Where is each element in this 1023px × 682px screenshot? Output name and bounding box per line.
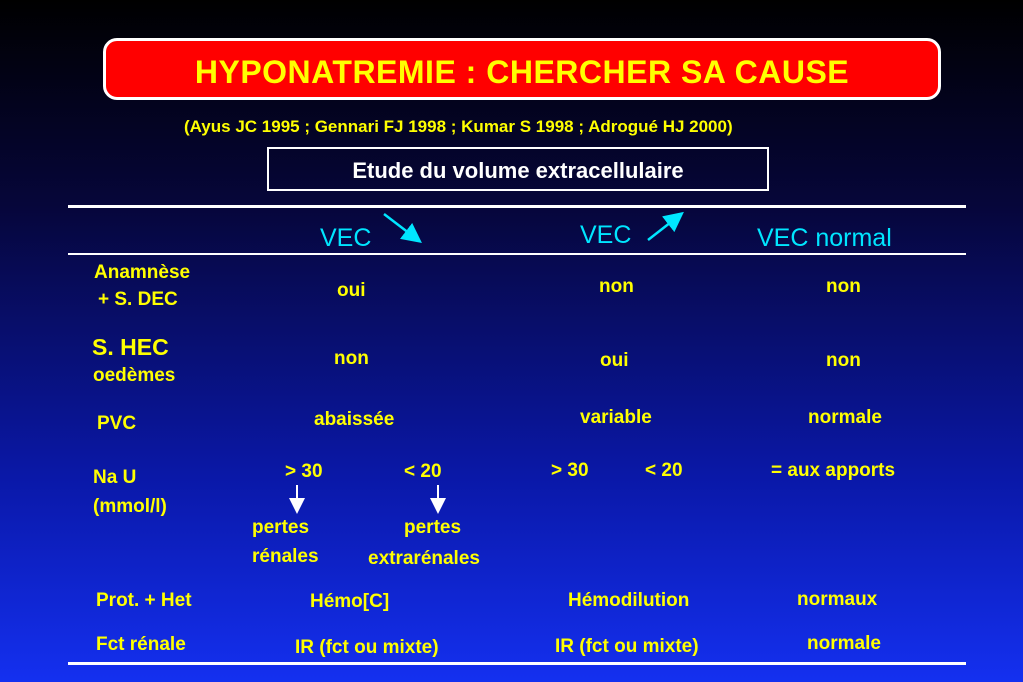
cell: IR (fct ou mixte) [555, 636, 699, 657]
cell: abaissée [314, 409, 395, 430]
cell: < 20 [645, 460, 683, 481]
row-label-mmol: (mmol/l) [93, 496, 167, 517]
cell: normale [808, 407, 882, 428]
cell: Hémodilution [568, 590, 690, 611]
references: (Ayus JC 1995 ; Gennari FJ 1998 ; Kumar S 1998 ; Adrogué HJ 2000) [184, 117, 733, 136]
cell: Hémo[C] [310, 591, 390, 612]
cell: oui [600, 350, 629, 371]
cell: = aux apports [771, 460, 896, 481]
arrow-up-icon [648, 215, 680, 240]
cell: variable [580, 407, 652, 428]
cell-note: extrarénales [368, 548, 480, 569]
cell: > 30 [285, 461, 323, 482]
cell: normaux [797, 589, 878, 610]
cell: > 30 [551, 460, 589, 481]
row-label-nau: Na U [93, 467, 137, 488]
row-label-pvc: PVC [97, 413, 137, 434]
cell: IR (fct ou mixte) [295, 637, 439, 658]
page-title: HYPONATREMIE : CHERCHER SA CAUSE [194, 54, 850, 90]
cell-note: rénales [252, 546, 319, 567]
column-header-vec-low: VEC [320, 224, 372, 252]
row-label-sdec: + S. DEC [98, 289, 178, 310]
cell: oui [337, 280, 366, 301]
arrow-down-icon [384, 214, 418, 240]
cell-note: pertes [404, 517, 462, 538]
row-label-prot: Prot. + Het [96, 590, 192, 611]
row-label-anamnese: Anamnèse [94, 262, 191, 283]
cell: normale [807, 633, 881, 654]
column-header-vec-normal: VEC normal [757, 224, 892, 252]
cell: non [826, 350, 861, 371]
cell: non [826, 276, 861, 297]
row-label-oedemes: oedèmes [93, 365, 176, 386]
cell: < 20 [404, 461, 442, 482]
cell-note: pertes [252, 517, 310, 538]
column-header-vec-high: VEC [580, 221, 632, 249]
row-label-shec: S. HEC [92, 334, 169, 360]
subtitle: Etude du volume extracellulaire [352, 158, 684, 183]
cell: non [334, 348, 369, 369]
row-label-fct: Fct rénale [96, 634, 186, 655]
cell: non [599, 276, 634, 297]
